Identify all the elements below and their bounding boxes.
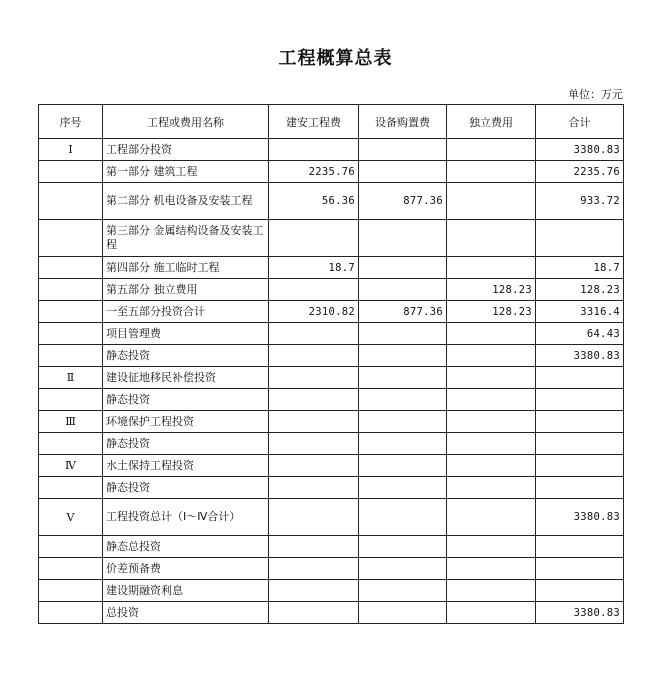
- independent-cost: [447, 433, 536, 455]
- independent-cost: [447, 257, 536, 279]
- row-number: Ⅰ: [39, 139, 103, 161]
- construction-cost: 18.7: [269, 257, 359, 279]
- independent-cost: [447, 161, 536, 183]
- construction-cost: [269, 536, 359, 558]
- independent-cost: [447, 602, 536, 624]
- row-total: [536, 411, 624, 433]
- row-number: Ⅱ: [39, 367, 103, 389]
- equipment-cost: [359, 139, 447, 161]
- row-total: 64.43: [536, 323, 624, 345]
- row-total: 3380.83: [536, 139, 624, 161]
- equipment-cost: [359, 279, 447, 301]
- equipment-cost: [359, 367, 447, 389]
- equipment-cost: [359, 433, 447, 455]
- row-number: Ⅲ: [39, 411, 103, 433]
- table-row: [39, 536, 624, 558]
- row-name: 第二部分 机电设备及安装工程: [103, 183, 269, 220]
- table-row: [39, 558, 624, 580]
- row-total: 933.72: [536, 183, 624, 220]
- table-row: [39, 367, 624, 389]
- table-row: [39, 580, 624, 602]
- table-row: [39, 455, 624, 477]
- table-row: [39, 389, 624, 411]
- independent-cost: [447, 411, 536, 433]
- table-row: [39, 477, 624, 499]
- row-name: 第五部分 独立费用: [103, 279, 269, 301]
- independent-cost: 128.23: [447, 301, 536, 323]
- construction-cost: [269, 558, 359, 580]
- table-row: [39, 345, 624, 367]
- budget-summary-table: [38, 104, 624, 624]
- table-row: [39, 257, 624, 279]
- table-row: [39, 411, 624, 433]
- row-total: [536, 220, 624, 257]
- row-total: 128.23: [536, 279, 624, 301]
- construction-cost: [269, 602, 359, 624]
- row-number: [39, 323, 103, 345]
- row-name: 环境保护工程投资: [103, 411, 269, 433]
- construction-cost: [269, 367, 359, 389]
- row-total: [536, 558, 624, 580]
- independent-cost: [447, 183, 536, 220]
- independent-cost: [447, 367, 536, 389]
- construction-cost: [269, 580, 359, 602]
- row-number: [39, 161, 103, 183]
- construction-cost: [269, 411, 359, 433]
- table-row: [39, 220, 624, 257]
- row-total: [536, 455, 624, 477]
- row-name: 静态总投资: [103, 536, 269, 558]
- row-name: 建设期融资利息: [103, 580, 269, 602]
- header-construction-cost: 建安工程费: [269, 105, 359, 139]
- header-equipment-cost: 设备购置费: [359, 105, 447, 139]
- construction-cost: [269, 279, 359, 301]
- row-number: [39, 477, 103, 499]
- row-number: [39, 279, 103, 301]
- row-total: [536, 536, 624, 558]
- unit-label: 单位：万元: [568, 88, 623, 101]
- row-total: 3380.83: [536, 345, 624, 367]
- table-row: [39, 499, 624, 536]
- table-row: [39, 183, 624, 220]
- equipment-cost: [359, 345, 447, 367]
- row-total: 3316.4: [536, 301, 624, 323]
- row-number: [39, 536, 103, 558]
- equipment-cost: [359, 323, 447, 345]
- equipment-cost: 877.36: [359, 301, 447, 323]
- row-name: 一至五部分投资合计: [103, 301, 269, 323]
- row-total: 3380.83: [536, 602, 624, 624]
- table-row: [39, 602, 624, 624]
- row-number: [39, 345, 103, 367]
- row-name: 静态投资: [103, 477, 269, 499]
- equipment-cost: [359, 536, 447, 558]
- row-name: 工程部分投资: [103, 139, 269, 161]
- row-total: 3380.83: [536, 499, 624, 536]
- equipment-cost: [359, 602, 447, 624]
- row-number: [39, 580, 103, 602]
- independent-cost: [447, 389, 536, 411]
- independent-cost: [447, 455, 536, 477]
- equipment-cost: [359, 477, 447, 499]
- row-name: 价差预备费: [103, 558, 269, 580]
- equipment-cost: [359, 257, 447, 279]
- row-total: 2235.76: [536, 161, 624, 183]
- independent-cost: [447, 558, 536, 580]
- row-name: 水土保持工程投资: [103, 455, 269, 477]
- construction-cost: [269, 345, 359, 367]
- row-name: 工程投资总计（Ⅰ～Ⅳ合计）: [103, 499, 269, 536]
- row-number: [39, 602, 103, 624]
- equipment-cost: [359, 499, 447, 536]
- construction-cost: [269, 499, 359, 536]
- header-no: 序号: [39, 105, 103, 139]
- construction-cost: [269, 389, 359, 411]
- independent-cost: [447, 220, 536, 257]
- table-row: [39, 301, 624, 323]
- independent-cost: [447, 580, 536, 602]
- equipment-cost: [359, 411, 447, 433]
- equipment-cost: [359, 220, 447, 257]
- row-name: 静态投资: [103, 345, 269, 367]
- construction-cost: [269, 220, 359, 257]
- construction-cost: 56.36: [269, 183, 359, 220]
- independent-cost: [447, 536, 536, 558]
- header-name: 工程或费用名称: [103, 105, 269, 139]
- row-total: [536, 389, 624, 411]
- equipment-cost: [359, 558, 447, 580]
- row-name: 静态投资: [103, 433, 269, 455]
- independent-cost: [447, 345, 536, 367]
- equipment-cost: [359, 161, 447, 183]
- row-number: [39, 433, 103, 455]
- row-number: [39, 183, 103, 220]
- row-name: 第四部分 施工临时工程: [103, 257, 269, 279]
- row-total: [536, 580, 624, 602]
- table-row: [39, 279, 624, 301]
- row-number: Ⅴ: [39, 499, 103, 536]
- row-number: [39, 257, 103, 279]
- construction-cost: [269, 433, 359, 455]
- row-number: [39, 301, 103, 323]
- equipment-cost: [359, 455, 447, 477]
- row-name: 建设征地移民补偿投资: [103, 367, 269, 389]
- construction-cost: 2235.76: [269, 161, 359, 183]
- page-title: 工程概算总表: [278, 48, 393, 69]
- table-header-row: [39, 105, 624, 139]
- row-number: [39, 389, 103, 411]
- equipment-cost: [359, 580, 447, 602]
- header-independent-cost: 独立费用: [447, 105, 536, 139]
- construction-cost: [269, 477, 359, 499]
- construction-cost: 2310.82: [269, 301, 359, 323]
- row-name: 项目管理费: [103, 323, 269, 345]
- independent-cost: [447, 477, 536, 499]
- equipment-cost: 877.36: [359, 183, 447, 220]
- table-row: [39, 323, 624, 345]
- equipment-cost: [359, 389, 447, 411]
- construction-cost: [269, 323, 359, 345]
- row-name: 第一部分 建筑工程: [103, 161, 269, 183]
- row-total: [536, 367, 624, 389]
- row-total: [536, 477, 624, 499]
- construction-cost: [269, 455, 359, 477]
- header-total: 合计: [536, 105, 624, 139]
- table-row: [39, 433, 624, 455]
- table-row: [39, 139, 624, 161]
- row-name: 静态投资: [103, 389, 269, 411]
- construction-cost: [269, 139, 359, 161]
- row-number: [39, 558, 103, 580]
- row-total: [536, 433, 624, 455]
- row-number: Ⅳ: [39, 455, 103, 477]
- row-name: 第三部分 金属结构设备及安装工程: [103, 220, 269, 257]
- independent-cost: [447, 323, 536, 345]
- independent-cost: [447, 139, 536, 161]
- independent-cost: 128.23: [447, 279, 536, 301]
- row-number: [39, 220, 103, 257]
- row-name: 总投资: [103, 602, 269, 624]
- independent-cost: [447, 499, 536, 536]
- row-total: 18.7: [536, 257, 624, 279]
- table-row: [39, 161, 624, 183]
